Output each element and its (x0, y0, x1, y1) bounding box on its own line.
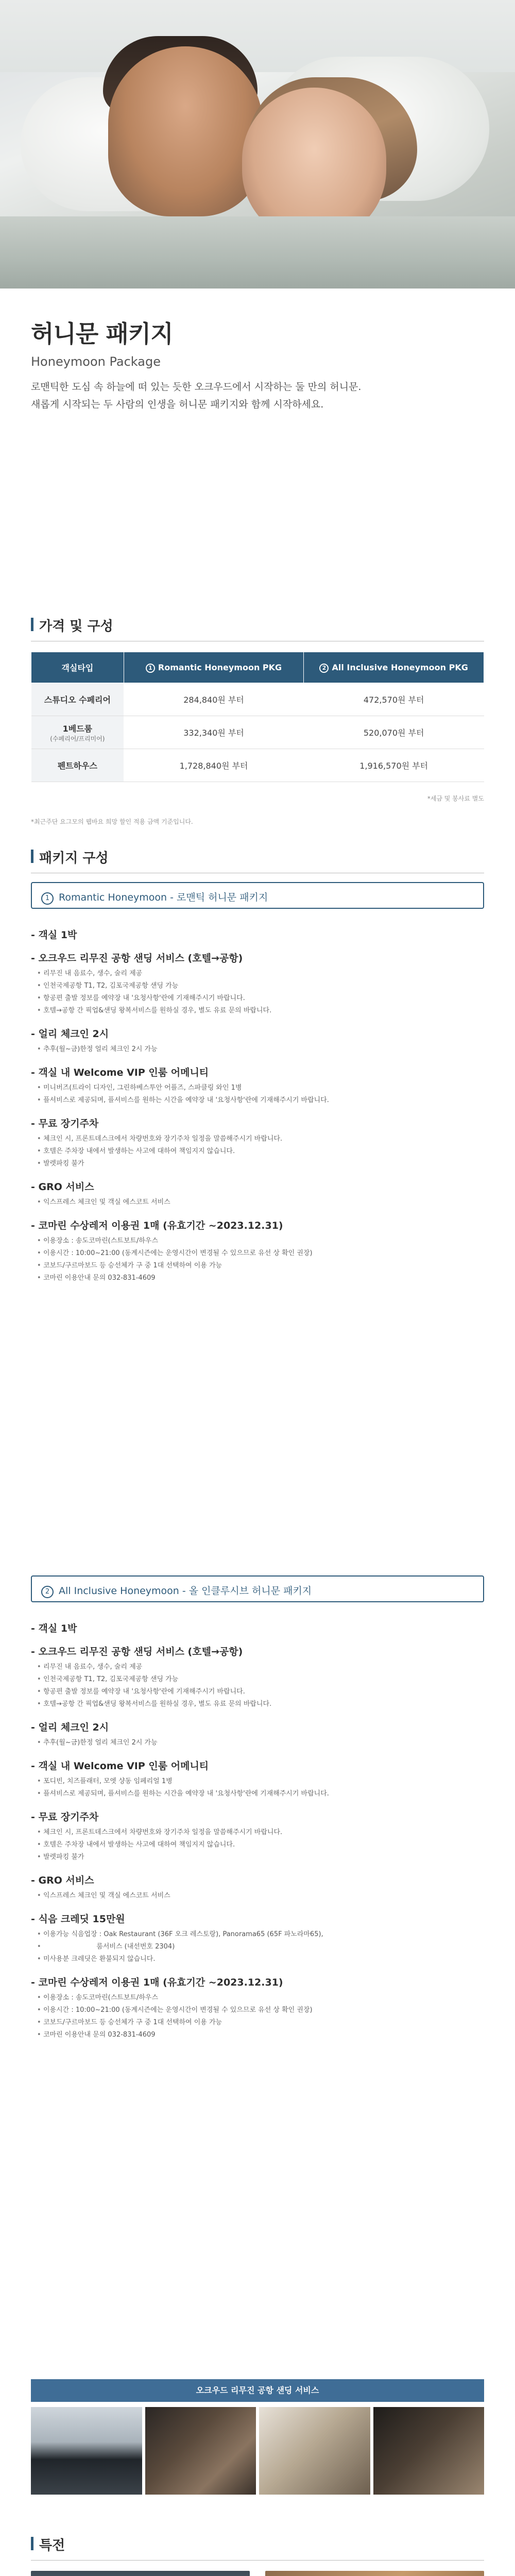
allinc-price-cell: 1,916,570원 부터 (304, 749, 484, 782)
intro-description-line1: 로맨틱한 도심 속 하늘에 떠 있는 듯한 오크우드에서 시작하는 둘 만의 허니문. (31, 381, 362, 393)
package-item (31, 1809, 484, 1863)
number-1-icon: 1 (146, 664, 155, 673)
room-type-sublabel: (수페리어/프리미어) (50, 735, 105, 742)
package-item (31, 1065, 484, 1107)
package-item-title: - 객실 1박 (31, 1621, 484, 1635)
room-type-cell (31, 716, 124, 749)
package-item (31, 1026, 484, 1056)
package-item (31, 1720, 484, 1749)
package-item (31, 1218, 484, 1284)
package-item-point: • 코보드/구르마보드 등 승선체가 구 중 1대 선택하여 이용 가능 (43, 2016, 484, 2029)
room-type-label: 펜트하우스 (57, 761, 97, 771)
package-item-title: - 코마린 수상레저 이용권 1매 (유효기간 ~2023.12.31) (31, 1975, 484, 1989)
package-item-point: • 추후(월~금)한정 얼리 체크인 2시 가능 (43, 1737, 484, 1749)
price-section-title: 가격 및 구성 (31, 616, 484, 641)
benefits-section (31, 2571, 484, 2576)
page-subtitle: Honeymoon Package (31, 354, 161, 369)
package-1-title: Romantic Honeymoon - 로맨틱 허니문 패키지 (59, 892, 268, 903)
package-item (31, 1758, 484, 1800)
limousine-photos (31, 2407, 484, 2495)
room-type-cell (31, 683, 124, 716)
package-item (31, 1644, 484, 1710)
limousine-cabin-photo (373, 2407, 485, 2495)
package-item-point: • 호텔→공항 간 픽업&샌딩 왕복서비스를 원하실 경우, 별도 유료 문의 바랍니다. (43, 1698, 484, 1710)
package-item-title: - GRO 서비스 (31, 1179, 484, 1193)
package-item-title: - 객실 내 Welcome VIP 인룸 어메니티 (31, 1758, 484, 1772)
limousine-interior-photo (145, 2407, 256, 2495)
benefits-section-title: 특전 (31, 2535, 484, 2561)
room-type-label: 1베드룸 (62, 723, 93, 734)
limousine-exterior-photo (31, 2407, 142, 2495)
hero-image-couple (0, 0, 515, 289)
package-item-point: • 호텔→공항 간 픽업&샌딩 왕복서비스를 원하실 경우, 별도 유료 문의 바랍니다. (43, 1005, 484, 1017)
price-basis-note: *최근주단 요그모의 웹바요 희망 할인 적용 금액 기준입니다. (31, 818, 193, 825)
package-item-point: • 미사용분 크레딧은 환불되지 않습니다. (43, 1953, 484, 1965)
package-item-title: - 무료 장기주차 (31, 1809, 484, 1823)
limousine-seat-photo (259, 2407, 370, 2495)
package-item-point: • 포디빈, 치즈플래터, 모엣 샹동 임페리얼 1병 (43, 1775, 484, 1788)
package-item (31, 1873, 484, 1902)
package-item (31, 951, 484, 1017)
dining-photo (265, 2571, 484, 2576)
price-table-header-type: 객실타입 (31, 652, 124, 683)
package-item (31, 1911, 484, 1965)
package-item-point: • 체크인 시, 프론트데스크에서 차량번호와 장기주차 일정을 말씀해주시기 바랍니다. (43, 1826, 484, 1839)
package-item-title: - 오크우드 리무진 공항 샌딩 서비스 (호텔→공항) (31, 951, 484, 964)
package-item-point: • 리무진 내 음료수, 생수, 술리 제공 (43, 968, 484, 980)
package-item-title: - 무료 장기주차 (31, 1116, 484, 1130)
table-row (31, 716, 484, 749)
package-item-title: - 얼리 체크인 2시 (31, 1026, 484, 1040)
package-item-point: • 인천국제공항 T1, T2, 김포국제공항 샌딩 가능 (43, 1673, 484, 1686)
room-photo (31, 2571, 250, 2576)
package-2-header (31, 1575, 484, 1602)
package-item-point: • 항공편 출발 정보를 예약장 내 '요청사항'란에 기재해주시기 바랍니다. (43, 992, 484, 1005)
package-item-title: - 코마린 수상레저 이용권 1매 (유효기간 ~2023.12.31) (31, 1218, 484, 1232)
package-item-point: • 플셔비스로 제공되며, 플셔비스를 원하는 시간을 예약장 내 '요청사항'란에 기재해주시기 바랍니다. (43, 1788, 484, 1800)
price-table-header-romantic (124, 652, 304, 683)
price-table-header-romantic-label: Romantic Honeymoon PKG (158, 662, 282, 672)
package-1-body (31, 927, 484, 1294)
price-table (31, 652, 484, 782)
package-item-point: • 이용시간 : 10:00~21:00 (동계시즌에는 운영시간이 변경될 수 있으므로 유선 상 확인 권장) (43, 1247, 484, 1260)
package-item-point: • 호텔은 주차장 내에서 발생하는 사고에 대하여 책임지지 않습니다. (43, 1145, 484, 1158)
package-item-point: • 플셔비스로 제공되며, 플셔비스를 원하는 시간을 예약장 내 '요청사항'란에 기재해주시기 바랍니다. (43, 1094, 484, 1107)
package-item (31, 1179, 484, 1209)
package-item-title: - GRO 서비스 (31, 1873, 484, 1887)
romantic-price-cell: 284,840원 부터 (124, 683, 304, 716)
room-type-label: 스튜디오 수페리어 (44, 695, 111, 705)
hero-blanket (0, 216, 515, 289)
allinc-price-cell: 520,070원 부터 (304, 716, 484, 749)
page-title: 허니문 패키지 (31, 320, 173, 348)
limousine-service-banner: 오크우드 리무진 공항 샌딩 서비스 (31, 2379, 484, 2402)
package-item-point: • 익스프레스 체크인 및 객실 에스코트 서비스 (43, 1196, 484, 1209)
number-2-icon: 2 (319, 664, 329, 673)
intro-description (31, 378, 484, 413)
intro-description-line2: 새롭게 시작되는 두 사람의 인생을 허니문 패키지와 함께 시작하세요. (31, 399, 324, 410)
benefit-card (31, 2571, 250, 2576)
package-item-point: • 리무진 내 음료수, 생수, 술리 제공 (43, 1661, 484, 1673)
package-2-title: All Inclusive Honeymoon - 올 인클루시브 허니문 패키지 (59, 1585, 312, 1597)
package-item-point: • 호텔은 주차장 내에서 발생하는 사고에 대하여 책임지지 않습니다. (43, 1839, 484, 1851)
package-item-point: • 익스프레스 체크인 및 객실 에스코트 서비스 (43, 1890, 484, 1902)
package-item-title: - 객실 1박 (31, 927, 484, 941)
package-item-point: • 인천국제공항 T1, T2, 김포국제공항 샌딩 가능 (43, 980, 484, 992)
hero-person-man (108, 46, 263, 216)
allinc-price-cell: 472,570원 부터 (304, 683, 484, 716)
package-item-point: • 이용시간 : 10:00~21:00 (동계시즌에는 운영시간이 변경될 수 있으므로 유선 상 확인 권장) (43, 2004, 484, 2016)
package-item-point: • 코마린 이용안내 문의 032-831-4609 (43, 1272, 484, 1284)
price-table-header-row (31, 652, 484, 683)
package-item-title: - 식음 크레딧 15만원 (31, 1911, 484, 1925)
package-item-point: • 항공편 출발 정보를 예약장 내 '요청사항'란에 기재해주시기 바랍니다. (43, 1686, 484, 1698)
number-1-icon: 1 (41, 892, 54, 905)
package-item (31, 927, 484, 941)
package-item-title: - 객실 내 Welcome VIP 인룸 어메니티 (31, 1065, 484, 1079)
package-item-point: • 코보드/구르마보드 등 승선체가 구 중 1대 선택하여 이용 가능 (43, 1260, 484, 1272)
price-tax-note: *세금 및 봉사료 별도 (427, 795, 484, 802)
romantic-price-cell: 332,340원 부터 (124, 716, 304, 749)
romantic-price-cell: 1,728,840원 부터 (124, 749, 304, 782)
package-item-point: • 룸서비스 (내선번호 2304) (43, 1941, 484, 1953)
package-item-title: - 오크우드 리무진 공항 샌딩 서비스 (호텔→공항) (31, 1644, 484, 1658)
package-item-point: • 이용장소 : 송도코마린(스트보트/하우스 (43, 1235, 484, 1247)
benefit-card (265, 2571, 484, 2576)
table-row (31, 749, 484, 782)
package-item-point: • 미니버즈(트라이 디자인, 그린하베스투안 어플즈, 스파클링 와인 1병 (43, 1082, 484, 1094)
package-item-point: • 이용가능 식음업장 : Oak Restaurant (36F 오크 레스토랑), Panorama65 (65F 파노라마65), (43, 1928, 484, 1941)
package-section-title: 패키지 구성 (31, 848, 484, 873)
package-item-point: • 코마린 이용안내 문의 032-831-4609 (43, 2029, 484, 2041)
table-row (31, 683, 484, 716)
price-table-header-allinc (304, 652, 484, 683)
package-2-body (31, 1621, 484, 2050)
package-item (31, 1621, 484, 1635)
package-item-point: • 체크인 시, 프론트데스크에서 차량번호와 장기주차 일정을 말씀해주시기 바랍니다. (43, 1133, 484, 1145)
package-item-point: • 추후(월~금)한정 얼리 체크인 2시 가능 (43, 1043, 484, 1056)
package-item-point: • 발렛파킹 불가 (43, 1158, 484, 1170)
number-2-icon: 2 (41, 1586, 54, 1598)
intro-section (31, 315, 484, 413)
package-item-point: • 발렛파킹 불가 (43, 1851, 484, 1863)
package-1-header (31, 882, 484, 909)
package-item-point: • 이용장소 : 송도코마린(스트보트/하우스 (43, 1992, 484, 2004)
package-item (31, 1116, 484, 1170)
package-item-title: - 얼리 체크인 2시 (31, 1720, 484, 1734)
package-item (31, 1975, 484, 2041)
room-type-cell (31, 749, 124, 782)
price-table-header-allinc-label: All Inclusive Honeymoon PKG (332, 662, 468, 672)
